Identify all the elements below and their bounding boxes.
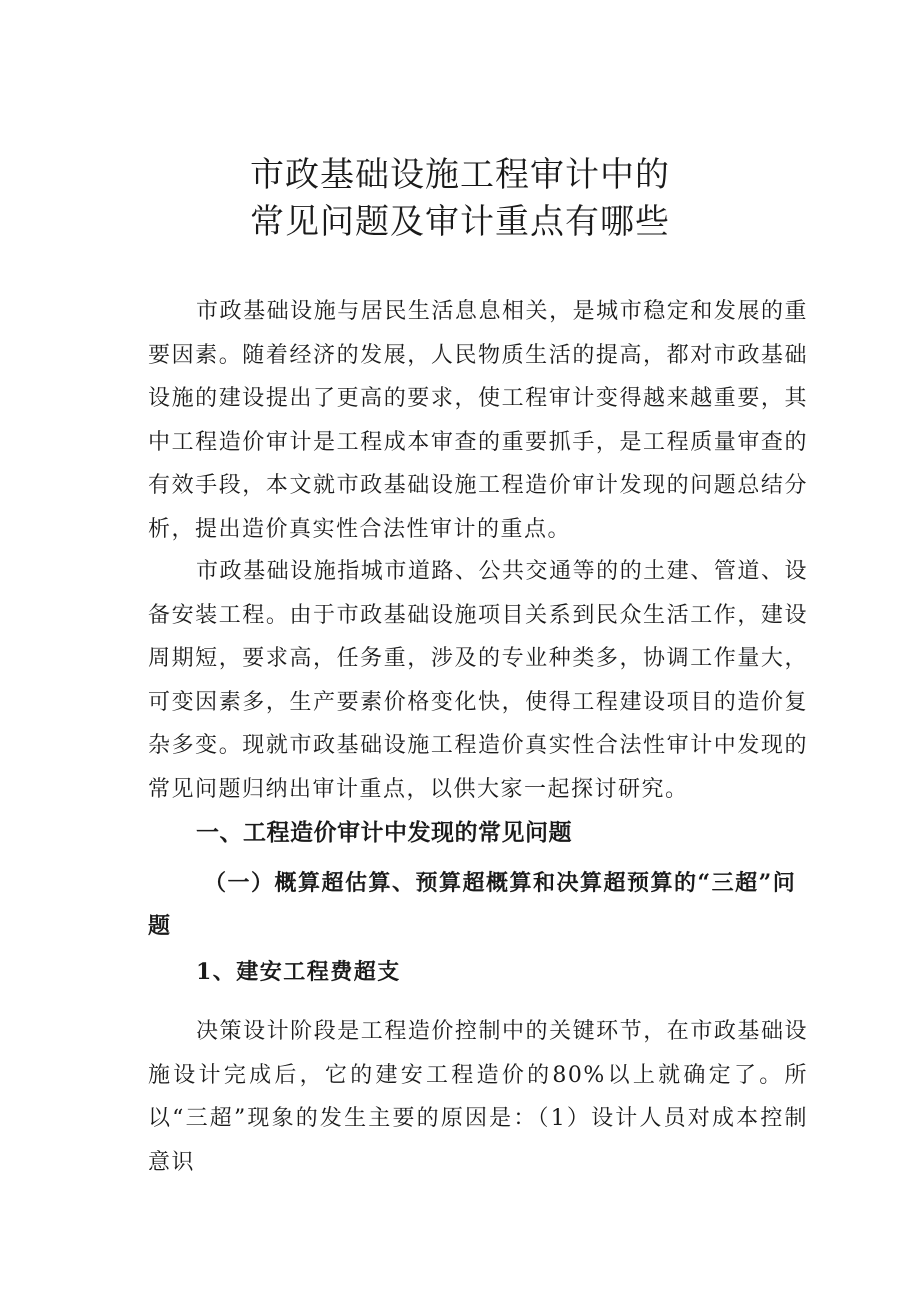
paragraph-background: 市政基础设施指城市道路、公共交通等的的土建、管道、设备安装工程。由于市政基础设施项目关系到民众生活工作，建设周期短，要求高，任务重，涉及的专业种类多，协调工作量大，可变因素多，生产要素价格变化快，使得工程建设项目的造价复杂多变。现就市政基础设施工程造价真实性合法性审计中发现的常见问题归纳出审计重点，以供大家一起探讨研究。 bbox=[148, 559, 808, 802]
subsection-heading-1: （一）概算超估算、预算超概算和决算超预算的“三超”问题 bbox=[148, 870, 797, 939]
paragraph-intro: 市政基础设施与居民生活息息相关，是城市稳定和发展的重要因素。随着经济的发展，人民物质生活的提高，都对市政基础设施的建设提出了更高的要求，使工程审计变得越来越重要，其中工程造价审计是工程成本审查的重要抓手，是工程质量审查的有效手段，本文就市政基础设施工程造价审计发现的问题总结分析，提出造价真实性合法性审计的重点。 bbox=[148, 299, 808, 542]
paragraph-design-stage: 决策设计阶段是工程造价控制中的关键环节，在市政基础设施设计完成后，它的建安工程造价的80%以上就确定了。所以“三超”现象的发生主要的原因是：（1）设计人员对成本控制意识 bbox=[148, 1019, 808, 1175]
item-heading-1: 1、建安工程费超支 bbox=[196, 959, 401, 985]
document-title-line2: 常见问题及审计重点有哪些 bbox=[250, 202, 670, 242]
document-title-line1: 市政基础设施工程审计中的 bbox=[250, 155, 670, 195]
section-heading-1: 一、工程造价审计中发现的常见问题 bbox=[196, 820, 572, 846]
